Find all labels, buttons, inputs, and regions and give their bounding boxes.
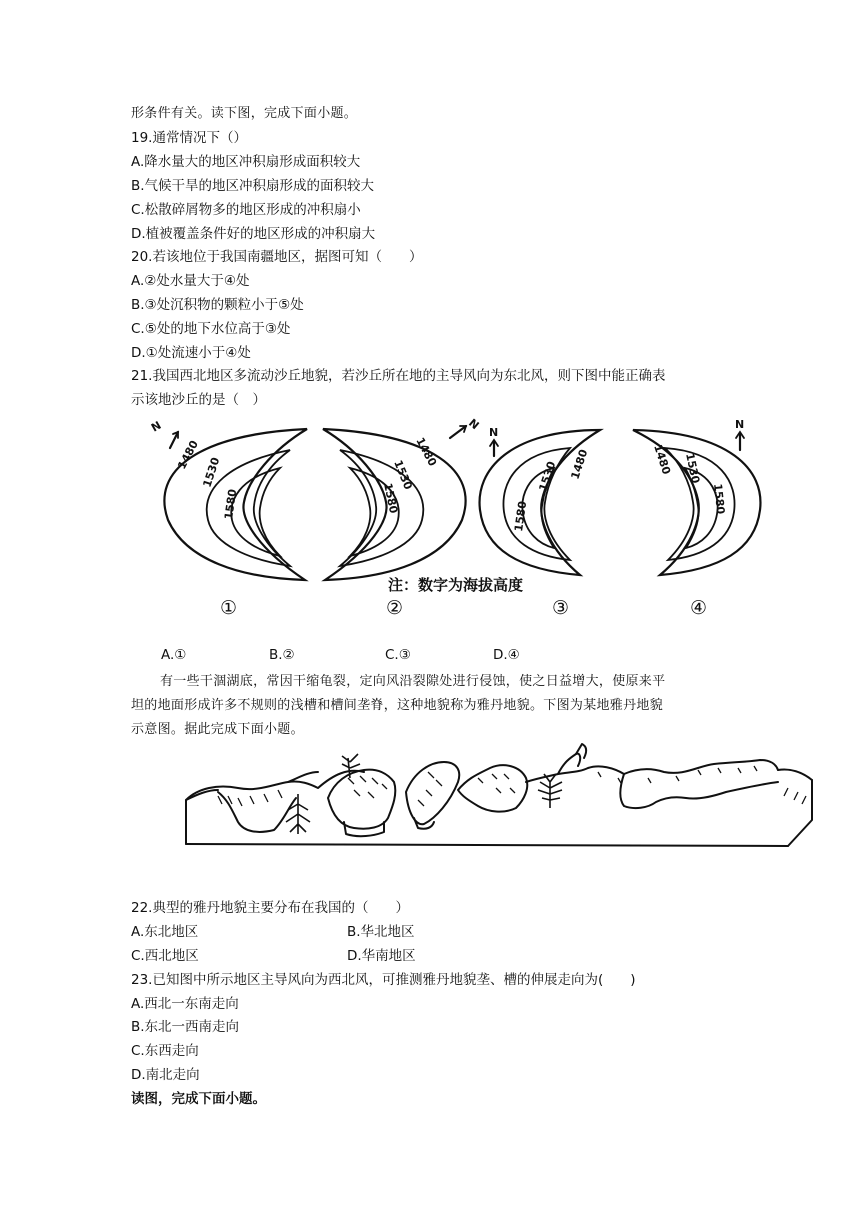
intro-line: 形条件有关。读下图，完成下面小题。	[131, 106, 358, 121]
north-label-4: N	[735, 418, 745, 431]
option-21c: C.③	[385, 647, 411, 663]
contour-label: 1480	[651, 442, 673, 477]
option-22d: D.华南地区	[347, 948, 416, 964]
dune-label-3: ③	[552, 597, 570, 619]
contour-label: 1580	[222, 488, 240, 521]
option-23a: A.西北一东南走向	[131, 996, 239, 1012]
contour-label: 1530	[391, 458, 415, 492]
option-20c: C.⑤处的地下水位高于③处	[131, 321, 291, 337]
option-21b: B.②	[269, 647, 295, 663]
option-23b: B.东北一西南走向	[131, 1019, 240, 1035]
option-19b: B.气候干旱的地区冲积扇形成的面积较大	[131, 178, 375, 194]
passage-line-3: 示意图。据此完成下面小题。	[131, 722, 304, 737]
option-23d: D.南北走向	[131, 1067, 200, 1083]
contour-label: 1580	[512, 500, 530, 533]
question-19: 19.通常情况下（）	[131, 130, 247, 146]
dune-label-2: ②	[386, 597, 404, 619]
question-21-line1: 21.我国西北地区多流动沙丘地貌，若沙丘所在地的主导风向为东北风，则下图中能正确表	[131, 368, 666, 384]
question-20: 20.若该地位于我国南疆地区，据图可知（ ）	[131, 249, 423, 265]
contour-label: 1530	[683, 451, 703, 485]
option-20d: D.①处流速小于④处	[131, 345, 251, 361]
yardang-figure	[178, 738, 818, 853]
question-21-options	[131, 647, 691, 667]
north-label-2: N	[466, 416, 482, 433]
option-23c: C.东西走向	[131, 1043, 199, 1059]
option-21a: A.①	[161, 647, 187, 663]
north-label-1: N	[149, 418, 164, 435]
dune-figure	[140, 410, 780, 630]
contour-label: 1530	[200, 455, 223, 489]
passage-line-2: 坦的地面形成许多不规则的浅槽和槽间垄脊，这种地貌称为雅丹地貌。下图为某地雅丹地貌	[131, 698, 664, 713]
final-instruction: 读图，完成下面小题。	[131, 1091, 266, 1107]
option-22a: A.东北地区	[131, 924, 199, 940]
option-19a: A.降水量大的地区冲积扇形成面积较大	[131, 154, 361, 170]
contour-label: 1580	[711, 482, 728, 515]
question-23: 23.已知图中所示地区主导风向为西北风，可推测雅丹地貌垄、槽的伸展走向为( )	[131, 972, 636, 988]
contour-label: 1480	[175, 438, 202, 472]
question-22: 22.典型的雅丹地貌主要分布在我国的（ ）	[131, 900, 409, 916]
option-22b: B.华北地区	[347, 924, 415, 940]
option-20b: B.③处沉积物的颗粒小于⑤处	[131, 297, 304, 313]
contour-label: 1530	[536, 459, 559, 493]
question-22-options	[131, 922, 631, 966]
option-20a: A.②处水量大于④处	[131, 273, 250, 289]
option-19c: C.松散碎屑物多的地区形成的冲积扇小	[131, 202, 361, 218]
contour-label: 1480	[413, 435, 440, 469]
contour-label: 1480	[568, 447, 591, 481]
dune-label-4: ④	[690, 597, 708, 619]
option-21d: D.④	[493, 647, 520, 663]
option-19d: D.植被覆盖条件好的地区形成的冲积扇大	[131, 226, 376, 242]
option-22c: C.西北地区	[131, 948, 199, 964]
contour-label: 1580	[381, 481, 401, 515]
dune-label-1: ①	[220, 597, 238, 619]
question-21-line2: 示该地沙丘的是（ ）	[131, 392, 266, 408]
north-label-3: N	[489, 426, 499, 439]
passage-line-1: 有一些干涸湖底，常因干缩龟裂，定向风沿裂隙处进行侵蚀，使之日益增大，使原来平	[160, 674, 666, 689]
figure-note: 注：数字为海拔高度	[388, 576, 524, 594]
